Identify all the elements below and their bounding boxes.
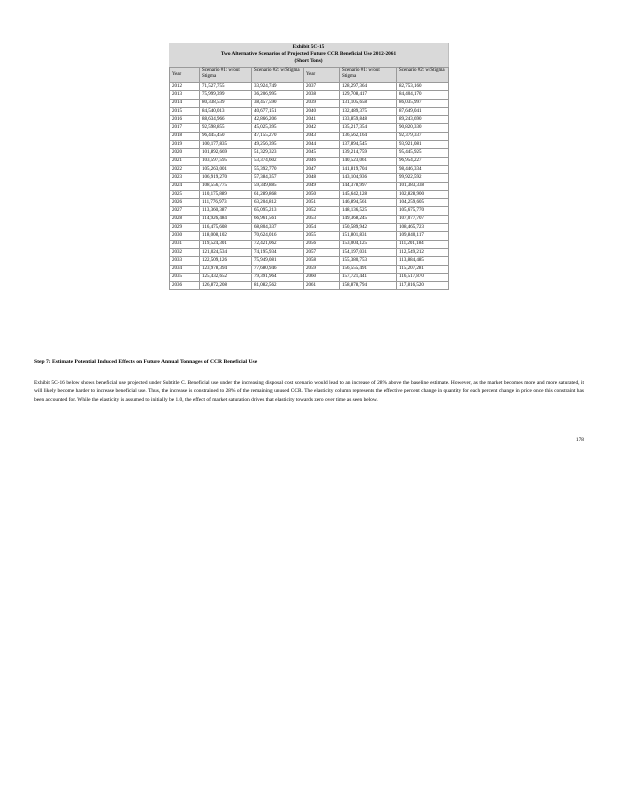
cell-scenario1: 88,634,966 (200, 116, 252, 124)
exhibit-label: Exhibit (292, 44, 310, 50)
cell-scenario2: 79,391,964 (252, 273, 304, 281)
table-row (170, 132, 449, 140)
cell-scenario1: 153,004,125 (340, 240, 397, 248)
cell-scenario1: 119,524,301 (200, 240, 252, 248)
table-row (170, 232, 449, 240)
cell-scenario1: 139,214,759 (340, 149, 397, 157)
cell-year: 2022 (170, 165, 200, 173)
cell-scenario2: 89,243,690 (397, 116, 449, 124)
cell-scenario2: 72,421,062 (252, 240, 304, 248)
cell-scenario1: 114,926,484 (200, 215, 252, 223)
table-row (170, 190, 449, 198)
cell-year: 2055 (304, 232, 340, 240)
cell-scenario2: 45,025,395 (252, 124, 304, 132)
table-body (170, 83, 449, 290)
page-number: 178 (575, 437, 584, 443)
step-heading: Step 7: Estimate Potential Induced Effects on Future Annual Tonnages of CCR Beneficial Use (34, 359, 258, 365)
cell-scenario2: 82,753,160 (397, 83, 449, 91)
cell-scenario1: 101,892,669 (200, 149, 252, 157)
cell-scenario2: 75,949,081 (252, 257, 304, 265)
cell-year: 2058 (304, 257, 340, 265)
cell-scenario2: 92,379,337 (397, 132, 449, 140)
cell-year: 2050 (304, 190, 340, 198)
cell-scenario1: 103,597,595 (200, 157, 252, 165)
cell-year: 2043 (304, 132, 340, 140)
cell-scenario1: 121,024,534 (200, 248, 252, 256)
cell-year: 2015 (170, 107, 200, 115)
cell-scenario2: 36,206,995 (252, 91, 304, 99)
cell-scenario2: 59,349,885 (252, 182, 304, 190)
cell-scenario1: 100,177,835 (200, 141, 252, 149)
cell-year: 2040 (304, 107, 340, 115)
cell-year: 2035 (170, 273, 200, 281)
table-header-row (170, 68, 449, 83)
cell-scenario2: 65,095,213 (252, 207, 304, 215)
cell-year: 2056 (304, 240, 340, 248)
cell-scenario2: 84,404,170 (397, 91, 449, 99)
cell-scenario1: 144,378,997 (340, 182, 397, 190)
cell-year: 2014 (170, 99, 200, 107)
cell-scenario2: 53,374,602 (252, 157, 304, 165)
cell-year: 2049 (304, 182, 340, 190)
cell-scenario1: 156,555,491 (340, 265, 397, 273)
cell-year: 2044 (304, 141, 340, 149)
table-row (170, 182, 449, 190)
cell-year: 2028 (170, 215, 200, 223)
cell-year: 2052 (304, 207, 340, 215)
cell-year: 2020 (170, 149, 200, 157)
table-row (170, 215, 449, 223)
cell-year: 2053 (304, 215, 340, 223)
cell-year: 2048 (304, 174, 340, 182)
cell-scenario1: 136,562,164 (340, 132, 397, 140)
col-header-scenario2: Scenario #2: w/Stigma (252, 68, 304, 83)
cell-scenario2: 61,289,868 (252, 190, 304, 198)
cell-year: 2060 (304, 273, 340, 281)
cell-scenario2: 47,155,270 (252, 132, 304, 140)
cell-scenario1: 84,540,013 (200, 107, 252, 115)
cell-year: 2013 (170, 91, 200, 99)
cell-year: 2016 (170, 116, 200, 124)
cell-scenario2: 109,840,117 (397, 232, 449, 240)
cell-year: 2030 (170, 232, 200, 240)
cell-scenario2: 108,465,723 (397, 224, 449, 232)
table-row (170, 282, 449, 290)
cell-scenario2: 116,517,870 (397, 273, 449, 281)
cell-scenario1: 148,136,525 (340, 207, 397, 215)
cell-scenario1: 122,509,126 (200, 257, 252, 265)
cell-scenario2: 104,259,605 (397, 199, 449, 207)
table-row (170, 273, 449, 281)
cell-year: 2019 (170, 141, 200, 149)
cell-scenario2: 113,884,485 (397, 257, 449, 265)
cell-scenario1: 154,197,031 (340, 248, 397, 256)
cell-scenario2: 66,961,561 (252, 215, 304, 223)
cell-year: 2061 (304, 282, 340, 290)
table-row (170, 107, 449, 115)
cell-scenario1: 113,360,387 (200, 207, 252, 215)
cell-scenario1: 106,919,270 (200, 174, 252, 182)
cell-scenario1: 141,819,704 (340, 165, 397, 173)
cell-year: 2037 (304, 83, 340, 91)
cell-scenario1: 96,445,450 (200, 132, 252, 140)
cell-year: 2057 (304, 248, 340, 256)
exhibit-units: (Short Tons) (294, 58, 323, 64)
cell-scenario2: 49,256,395 (252, 141, 304, 149)
cell-scenario2: 81,082,562 (252, 282, 304, 290)
cell-scenario1: 108,556,775 (200, 182, 252, 190)
cell-year: 2012 (170, 83, 200, 91)
cell-scenario1: 150,589,942 (340, 224, 397, 232)
cell-year: 2026 (170, 199, 200, 207)
cell-scenario1: 125,432,652 (200, 273, 252, 281)
cell-scenario2: 74,195,934 (252, 248, 304, 256)
table-row (170, 141, 449, 149)
cell-year: 2031 (170, 240, 200, 248)
cell-year: 2027 (170, 207, 200, 215)
cell-year: 2047 (304, 165, 340, 173)
cell-scenario2: 90,820,330 (397, 124, 449, 132)
table-row (170, 207, 449, 215)
cell-scenario2: 105,675,770 (397, 207, 449, 215)
cell-year: 2046 (304, 157, 340, 165)
cell-year: 2032 (170, 248, 200, 256)
cell-scenario2: 70,624,016 (252, 232, 304, 240)
cell-year: 2059 (304, 265, 340, 273)
cell-scenario2: 40,677,151 (252, 107, 304, 115)
exhibit-number: 5C-15 (310, 44, 325, 50)
cell-year: 2042 (304, 124, 340, 132)
cell-scenario1: 110,175,889 (200, 190, 252, 198)
cell-scenario2: 38,457,590 (252, 99, 304, 107)
table-row (170, 265, 449, 273)
cell-scenario1: 105,263,001 (200, 165, 252, 173)
exhibit-5c-15 (169, 43, 449, 290)
cell-scenario2: 33,924,749 (252, 83, 304, 91)
cell-scenario1: 118,008,102 (200, 232, 252, 240)
table-row (170, 157, 449, 165)
col-header-year: Year (170, 68, 200, 83)
cell-scenario1: 157,721,441 (340, 273, 397, 281)
cell-scenario1: 149,368,245 (340, 215, 397, 223)
cell-scenario1: 111,776,973 (200, 199, 252, 207)
table-row (170, 91, 449, 99)
cell-year: 2036 (170, 282, 200, 290)
cell-year: 2034 (170, 265, 200, 273)
table-row (170, 257, 449, 265)
cell-scenario1: 133,859,848 (340, 116, 397, 124)
cell-scenario2: 101,383,338 (397, 182, 449, 190)
cell-scenario1: 135,217,354 (340, 124, 397, 132)
cell-scenario2: 98,446,334 (397, 165, 449, 173)
cell-year: 2024 (170, 182, 200, 190)
cell-year: 2054 (304, 224, 340, 232)
cell-scenario1: 116,475,608 (200, 224, 252, 232)
cell-scenario2: 99,922,592 (397, 174, 449, 182)
table-row (170, 99, 449, 107)
col-header-scenario1-2: Scenario #1: w/out Stigma (340, 68, 397, 83)
cell-scenario1: 140,523,061 (340, 157, 397, 165)
col-header-scenario2-2: Scenario #2: w/Stigma (397, 68, 449, 83)
cell-scenario1: 137,894,545 (340, 141, 397, 149)
cell-scenario2: 55,392,770 (252, 165, 304, 173)
cell-scenario2: 68,804,337 (252, 224, 304, 232)
cell-scenario1: 123,978,394 (200, 265, 252, 273)
table-row (170, 199, 449, 207)
cell-scenario1: 92,598,855 (200, 124, 252, 132)
cell-year: 2017 (170, 124, 200, 132)
cell-year: 2038 (304, 91, 340, 99)
cell-scenario2: 115,207,281 (397, 265, 449, 273)
cell-scenario2: 42,866,206 (252, 116, 304, 124)
cell-scenario1: 131,105,658 (340, 99, 397, 107)
cell-scenario2: 111,201,184 (397, 240, 449, 248)
cell-scenario1: 128,297,364 (340, 83, 397, 91)
body-paragraph: Exhibit 5C-16 below shows beneficial use projected under Subtitle C. Beneficial use under the increasing disposal cost scenario would lead to an increase of 28% above the baseline estimate. However, as the market becomes more and more saturated, it will likely become harder to increase beneficial use. Thus, the increase is constrained to 28% of the remaining unused CCR. The elasticity column represents the effective percent change in quantity for each percent change in price once this constraint has been accounted for. While the elasticity is assumed to initially be 1.0, the effect of market saturation drives that elasticity towards zero over time as seen below. (34, 380, 584, 403)
exhibit-title (169, 43, 448, 67)
table-row (170, 248, 449, 256)
table-row (170, 165, 449, 173)
cell-year: 2025 (170, 190, 200, 198)
cell-scenario2: 95,445,925 (397, 149, 449, 157)
cell-scenario1: 71,527,755 (200, 83, 252, 91)
cell-scenario2: 77,680,946 (252, 265, 304, 273)
table-row (170, 83, 449, 91)
cell-year: 2045 (304, 149, 340, 157)
exhibit-title-main: Two Alternative Scenarios of Projected Future CCR Beneficial Use 2012-2061 (220, 51, 397, 57)
table-row (170, 149, 449, 157)
table-row (170, 240, 449, 248)
cell-scenario1: 80,338,539 (200, 99, 252, 107)
cell-year: 2041 (304, 116, 340, 124)
cell-scenario2: 96,954,227 (397, 157, 449, 165)
table-row (170, 174, 449, 182)
exhibit-table (169, 67, 449, 290)
cell-scenario2: 107,077,707 (397, 215, 449, 223)
cell-scenario2: 93,921,081 (397, 141, 449, 149)
cell-scenario1: 151,801,831 (340, 232, 397, 240)
cell-scenario1: 129,708,417 (340, 91, 397, 99)
cell-year: 2051 (304, 199, 340, 207)
cell-scenario2: 86,035,997 (397, 99, 449, 107)
cell-scenario2: 102,828,900 (397, 190, 449, 198)
cell-scenario1: 126,872,208 (200, 282, 252, 290)
cell-year: 2021 (170, 157, 200, 165)
table-row (170, 124, 449, 132)
cell-scenario2: 63,204,812 (252, 199, 304, 207)
cell-scenario2: 112,549,212 (397, 248, 449, 256)
cell-year: 2039 (304, 99, 340, 107)
cell-scenario1: 145,642,128 (340, 190, 397, 198)
cell-scenario1: 132,489,375 (340, 107, 397, 115)
cell-scenario2: 57,384,357 (252, 174, 304, 182)
cell-scenario1: 158,878,794 (340, 282, 397, 290)
cell-year: 2018 (170, 132, 200, 140)
cell-scenario1: 155,380,753 (340, 257, 397, 265)
cell-scenario2: 51,329,323 (252, 149, 304, 157)
cell-scenario2: 117,816,520 (397, 282, 449, 290)
cell-year: 2023 (170, 174, 200, 182)
col-header-scenario1: Scenario #1: w/out Stigma (200, 68, 252, 83)
cell-scenario1: 143,104,936 (340, 174, 397, 182)
table-row (170, 224, 449, 232)
cell-scenario2: 87,649,041 (397, 107, 449, 115)
cell-scenario1: 75,999,399 (200, 91, 252, 99)
cell-year: 2029 (170, 224, 200, 232)
cell-scenario1: 146,894,561 (340, 199, 397, 207)
table-row (170, 116, 449, 124)
col-header-year-2: Year (304, 68, 340, 83)
cell-year: 2033 (170, 257, 200, 265)
